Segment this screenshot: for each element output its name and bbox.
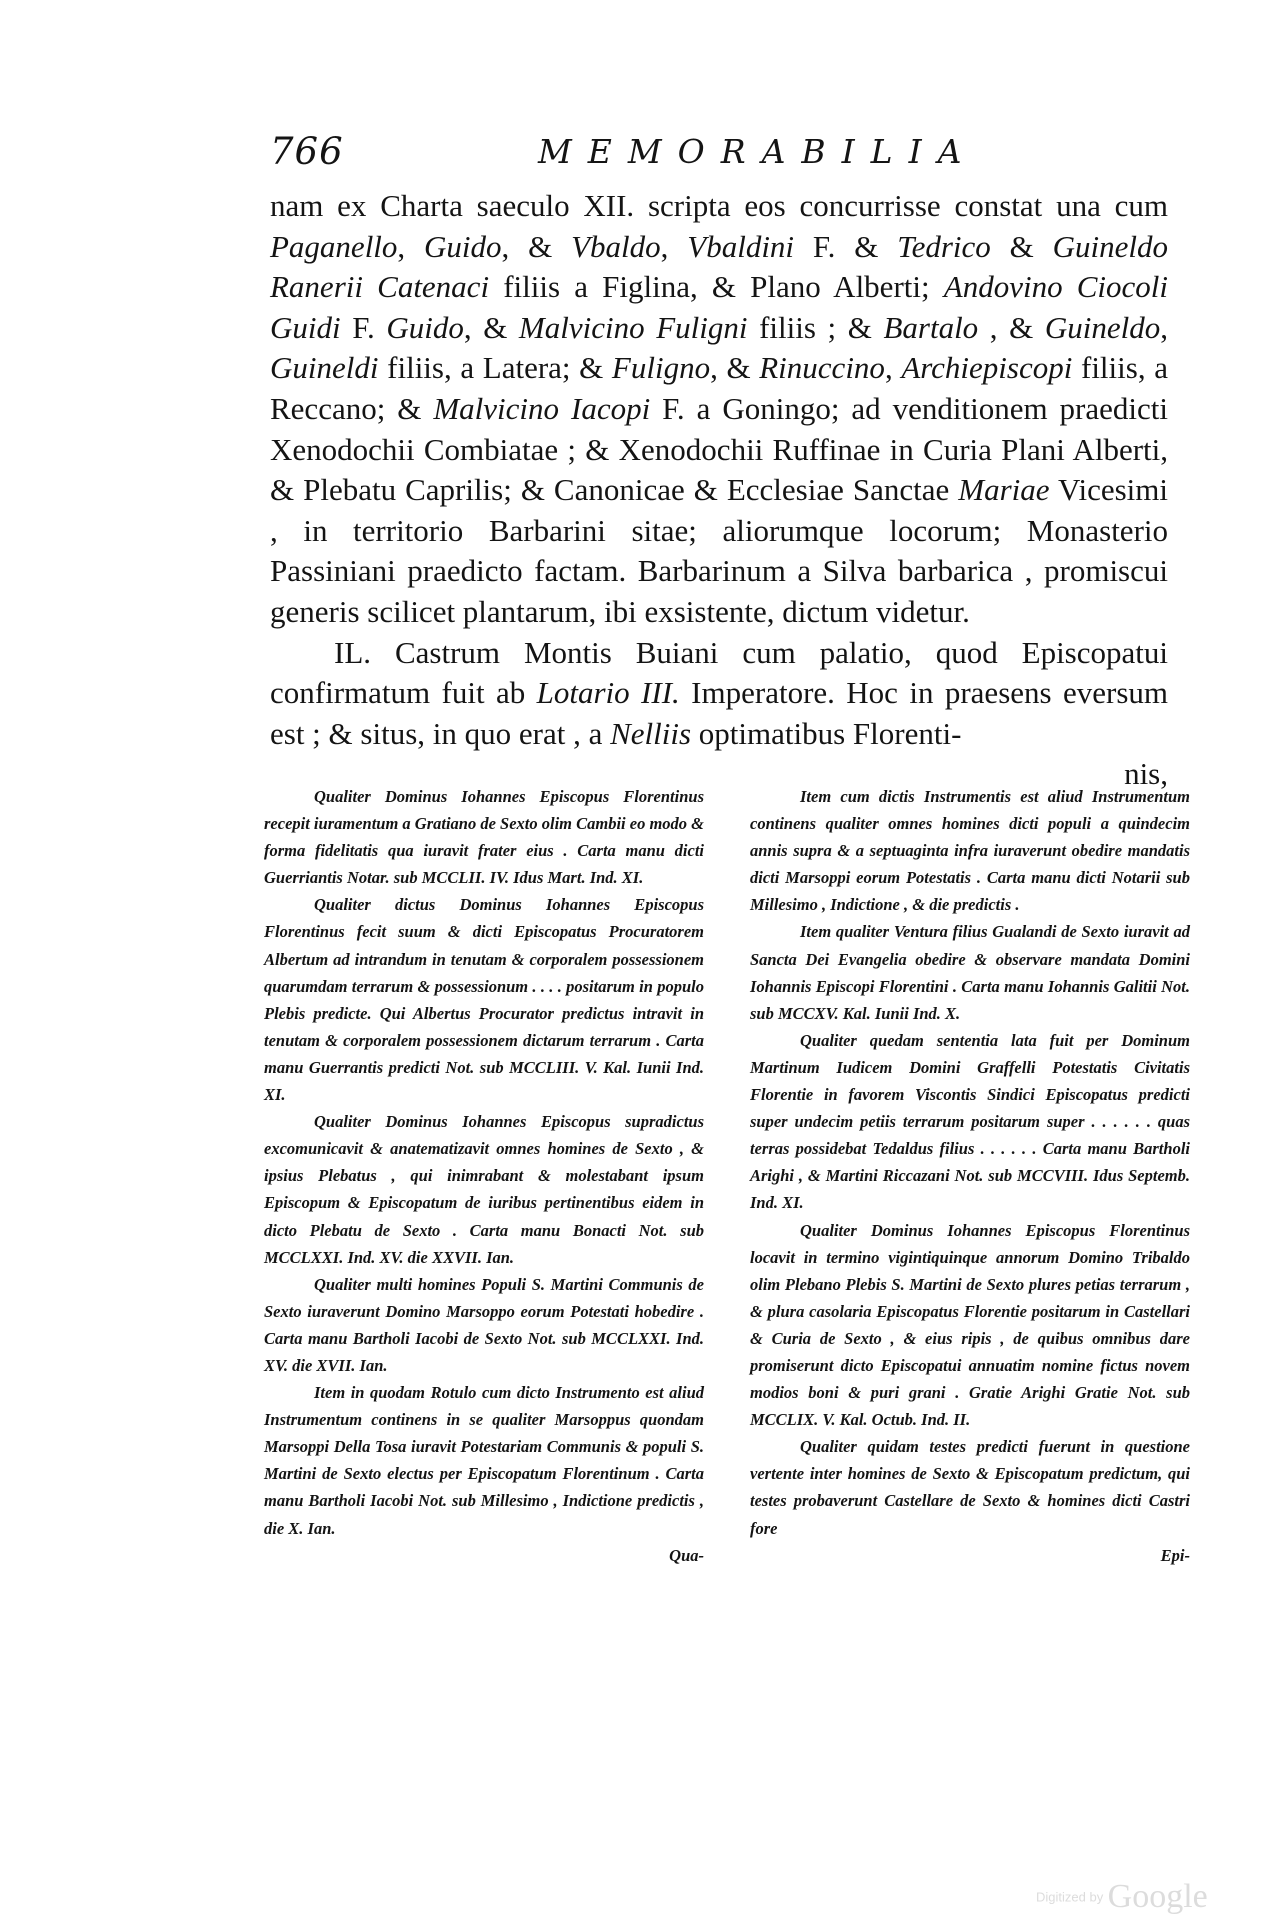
italic-name: Vbaldo bbox=[571, 228, 661, 264]
italic-name: Lotario III. bbox=[536, 675, 680, 711]
google-logo: Google bbox=[1107, 1878, 1208, 1915]
footnote-column-right bbox=[750, 783, 1190, 1569]
left-catchword: Qua- bbox=[669, 1545, 704, 1565]
digitized-watermark bbox=[1036, 1878, 1208, 1916]
italic-name: Guido bbox=[386, 309, 464, 345]
italic-name: Nelliis bbox=[610, 715, 692, 751]
text-run: , bbox=[397, 228, 425, 264]
main-last-word: nis, bbox=[1124, 756, 1168, 792]
text-run: filiis, a Latera; & bbox=[378, 350, 612, 386]
text-run: F. a Goningo; ad venditionem praedicti Xenodochii Combiatae ; & Xenodochii Ruffinae in Curia Plani Alberti, & Plebatu Caprilis; & Canonicae & Ecclesiae Sanctae bbox=[270, 390, 1168, 508]
text-run: F. bbox=[340, 309, 387, 345]
text-run: , & bbox=[978, 309, 1045, 345]
text-run: , & bbox=[463, 309, 519, 345]
text-run: Vicesimi , in territorio Barbarini sitae; aliorumque locorum; Monasterio Passiniani praedicto factam. Barbarinum a Silva barbarica , promiscui generis scilicet plantarum, ibi exsistente, dictum videtur. bbox=[270, 472, 1169, 629]
italic-name: Tedrico bbox=[897, 228, 991, 264]
running-head: MEMORABILIA bbox=[538, 132, 978, 171]
text-run: Imperatore. Hoc in praesens eversum est ; & situs, in quo erat , a bbox=[270, 675, 1168, 751]
left-note: Item in quodam Rotulo cum dicto Instrumento est aliud Instrumentum continens in se qualiter Marsoppus quondam Marsoppi Della Tosa iuravit Potestariam Communis & populi S. Martini de Sexto electus per Episcopatum Florentinum . Carta manu Bartholi Iacobi Not. sub Millesimo , Indictione predictis , die X. Ian. bbox=[264, 1383, 704, 1538]
italic-name: Vbaldini bbox=[687, 228, 795, 264]
text-run: IL. Castrum Montis Buiani cum palatio, quod Episcopatui confirmatum fuit ab bbox=[270, 634, 1168, 711]
text-run: , bbox=[660, 228, 688, 264]
left-note: Qualiter Dominus Iohannes Episcopus supradictus excomunicavit & anatematizavit omnes homines de Sexto , & ipsius Plebatus , qui inimrabant & molestabant ipsum Episcopum & Episcopatum de iuribus pertinentibus eidem in dicto Plebatu de Sexto . Carta manu Bonacti Not. sub MCCLXXI. Ind. XV. die XXVII. Ian. bbox=[264, 1112, 704, 1267]
text-run: nam ex Charta saeculo XII. scripta eos concurrisse constat una cum bbox=[270, 188, 1168, 223]
right-catchword: Epi- bbox=[1160, 1545, 1190, 1565]
text-run: filiis ; & bbox=[747, 309, 884, 345]
right-note: Item qualiter Ventura filius Gualandi de Sexto iuravit ad Sancta Dei Evangelia obedire & observare mandata Domini Iohannis Episcopi Florentini . Carta manu Iohannis Galitii Not. sub MCCXV. Kal. Iunii Ind. X. bbox=[750, 922, 1190, 1023]
italic-name: Guineldi bbox=[270, 350, 379, 386]
italic-name: Archiepiscopi bbox=[901, 350, 1073, 386]
text-run: , bbox=[884, 350, 902, 386]
footnote-column-left bbox=[264, 783, 704, 1569]
watermark-prefix: Digitized by bbox=[1036, 1889, 1104, 1905]
right-note: Qualiter quedam sententia lata fuit per Dominum Martinum Iudicem Domini Graffelli Potestatis Civitatis Florentie in favorem Viscontis Sindici Episcopatus predicti super undecim petiis terrarum positarum super . . . . . . quas terras possidebat Tedaldus filius . . . . . . Carta manu Bartholi Arighi , & Martini Riccazani Not. sub MCCVIII. Idus Septemb. Ind. XI. bbox=[750, 1030, 1190, 1213]
text-run: , bbox=[1160, 309, 1168, 345]
text-run: & bbox=[990, 228, 1053, 264]
right-note: Item cum dictis Instrumentis est aliud Instrumentum continens qualiter omnes homines dicti populi a quindecim annis supra & a septuaginta infra iuraverunt obedire mandatis dicti Marsoppi eorum Potestatis . Carta manu dicti Notarii sub Millesimo , Indictione , & die predictis . bbox=[750, 787, 1190, 915]
left-note: Qualiter Dominus Iohannes Episcopus Florentinus recepit iuramentum a Gratiano de Sexto olim Cambii eo modo & forma fidelitatis qua iuravit frater eius . Carta manu dicti Guerriantis Notar. sub MCCLII. IV. Idus Mart. Ind. XI. bbox=[264, 787, 705, 888]
text-run: , & bbox=[710, 350, 760, 386]
italic-name: Paganello bbox=[270, 228, 398, 264]
text-run: filiis, a Reccano; & bbox=[270, 350, 1168, 426]
right-note: Qualiter quidam testes predicti fuerunt in questione vertente inter homines de Sexto & Episcopatum predictum, qui testes probaverunt Castellare de Sexto & homines dicti Castri fore bbox=[750, 1437, 1190, 1538]
text-run: filiis a Figlina, & Plano Alberti; bbox=[489, 269, 944, 305]
left-note: Qualiter multi homines Populi S. Martini Communis de Sexto iuraverunt Domino Marsoppo eorum Potestati hobedire . Carta manu Bartholi Iacobi de Sexto Not. sub MCCLXXI. Ind. XV. die XVII. Ian. bbox=[264, 1274, 704, 1375]
italic-name: Guineldo Ranerii Catenaci bbox=[270, 228, 1168, 305]
italic-name: Malvicino Fuligni bbox=[518, 309, 748, 345]
italic-name: Rinuccino bbox=[759, 350, 885, 386]
italic-name: Andovino Ciocoli Guidi bbox=[270, 269, 1169, 345]
main-paragraph-1 bbox=[270, 186, 1168, 633]
italic-name: Guineldo bbox=[1044, 309, 1161, 345]
italic-name: Guido bbox=[424, 228, 502, 264]
italic-name: Mariae bbox=[958, 472, 1050, 508]
page-number: 766 bbox=[270, 130, 344, 173]
text-run: , & bbox=[501, 228, 572, 264]
right-note: Qualiter Dominus Iohannes Episcopus Florentinus locavit in termino vigintiquinque annorum Domino Tribaldo olim Plebano Plebis S. Martini de Sexto plures petias terrarum , & plura casolaria Episcopatus Florentie positarum in Castellari & Curia de Sexto , & eius ripis , de quibus omnibus dare promiserunt dicto Episcopatui annuatim nomine fictus novem modios boni & puri grani . Gratie Arighi Gratie Not. sub MCCLIX. V. Kal. Octub. Ind. II. bbox=[750, 1220, 1190, 1430]
italic-name: Bartalo bbox=[883, 309, 979, 345]
italic-name: Fuligno bbox=[611, 350, 711, 386]
text-run: optimatibus Florenti- bbox=[691, 715, 962, 751]
main-paragraph-2 bbox=[270, 633, 1168, 755]
italic-name: Malvicino Iacopi bbox=[433, 390, 651, 426]
left-note: Qualiter dictus Dominus Iohannes Episcopus Florentinus fecit suum & dicti Episcopatus Procuratorem Albertum ad intrandum in tenutam & corporalem possessionem quarumdam terrarum & possessionum . . . . positarum in populo Plebis predicte. Qui Albertus Procurator predictus intravit in tenutam & corporalem possessionem dictarum terrarum . Carta manu Guerrantis predicti Not. sub MCCLIII. V. Kal. Iunii Ind. XI. bbox=[264, 895, 704, 1105]
text-run: F. & bbox=[794, 228, 898, 264]
main-text bbox=[270, 186, 1168, 795]
page-header bbox=[270, 130, 978, 176]
